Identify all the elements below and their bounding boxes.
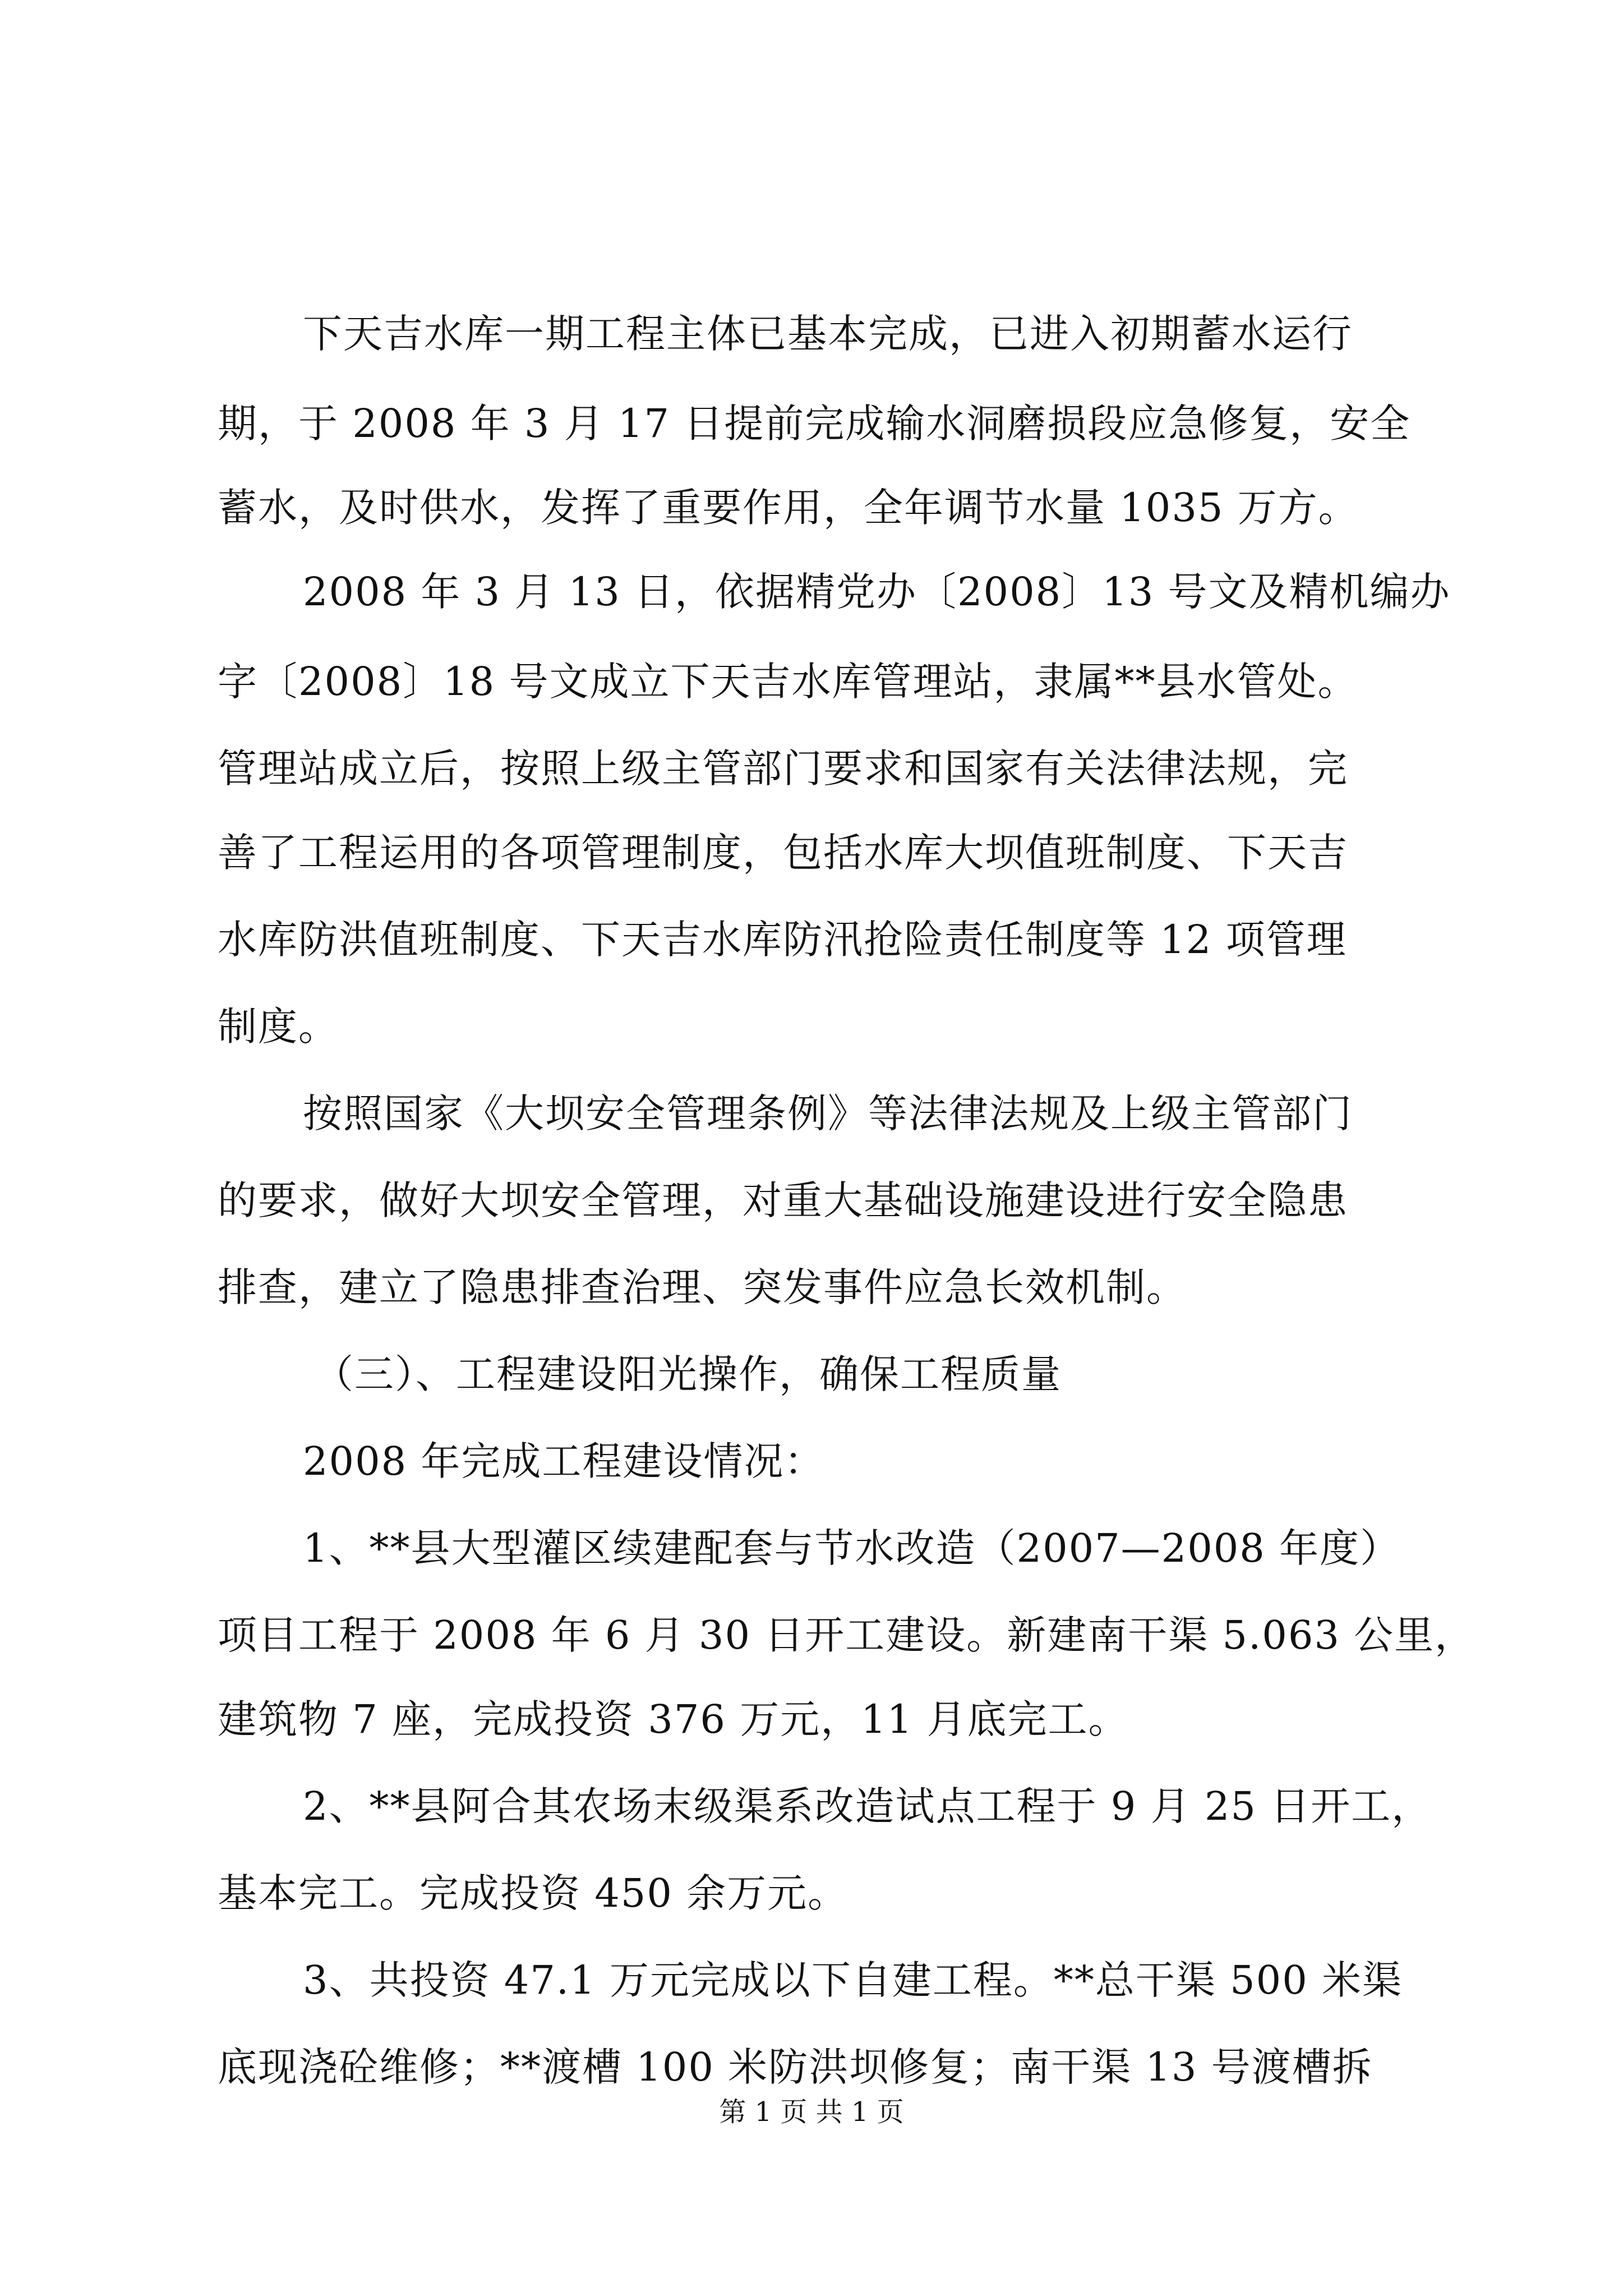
paragraph-line: 项目工程于 2008 年 6 月 30 日开工建设。新建南干渠 5.063 公里， (218, 1612, 1476, 1658)
paragraph-line: 底现浇砼维修；**渡槽 100 米防洪坝修复；南干渠 13 号渡槽拆 (218, 2044, 1373, 2090)
paragraph-line: 基本完工。完成投资 450 余万元。 (218, 1870, 849, 1916)
paragraph-line: 制度。 (218, 1004, 339, 1050)
paragraph-line: 蓄水，及时供水，发挥了重要作用，全年调节水量 1035 万方。 (218, 485, 1359, 531)
paragraph-line: 的要求，做好大坝安全管理，对重大基础设施建设进行安全隐患 (218, 1177, 1348, 1223)
paragraph-line: 字〔2008〕18 号文成立下天吉水库管理站，隶属**县水管处。 (218, 659, 1358, 705)
paragraph-line: 2008 年 3 月 13 日，依据精党办〔2008〕13 号文及精机编办 (303, 569, 1451, 615)
paragraph-line: 管理站成立后，按照上级主管部门要求和国家有关法律法规，完 (218, 746, 1348, 792)
paragraph-line: 水库防洪值班制度、下天吉水库防汛抢险责任制度等 12 项管理 (218, 917, 1347, 963)
section-heading: （三）、工程建设阳光操作，确保工程质量 (314, 1351, 1062, 1397)
paragraph-line: 1、**县大型灌区续建配套与节水改造（2007—2008 年度） (303, 1525, 1401, 1571)
paragraph-line: 2008 年完成工程建设情况： (303, 1438, 825, 1484)
paragraph-line: 排查，建立了隐患排查治理、突发事件应急长效机制。 (218, 1264, 1187, 1310)
paragraph-line: 3、共投资 47.1 万元完成以下自建工程。**总干渠 500 米渠 (303, 1957, 1403, 2003)
paragraph-line: 期，于 2008 年 3 月 17 日提前完成输水洞磨损段应急修复，安全 (218, 401, 1411, 447)
paragraph-line: 善了工程运用的各项管理制度，包括水库大坝值班制度、下天吉 (218, 830, 1348, 876)
paragraph-line: 建筑物 7 座，完成投资 376 万元，11 月底完工。 (218, 1696, 1129, 1742)
paragraph-line: 2、**县阿合其农场末级渠系改造试点工程于 9 月 25 日开工， (303, 1783, 1432, 1829)
page-footer: 第 1 页 共 1 页 (719, 2096, 904, 2128)
paragraph-line: 下天吉水库一期工程主体已基本完成，已进入初期蓄水运行 (303, 311, 1353, 357)
paragraph-line: 按照国家《大坝安全管理条例》等法律法规及上级主管部门 (303, 1091, 1353, 1137)
